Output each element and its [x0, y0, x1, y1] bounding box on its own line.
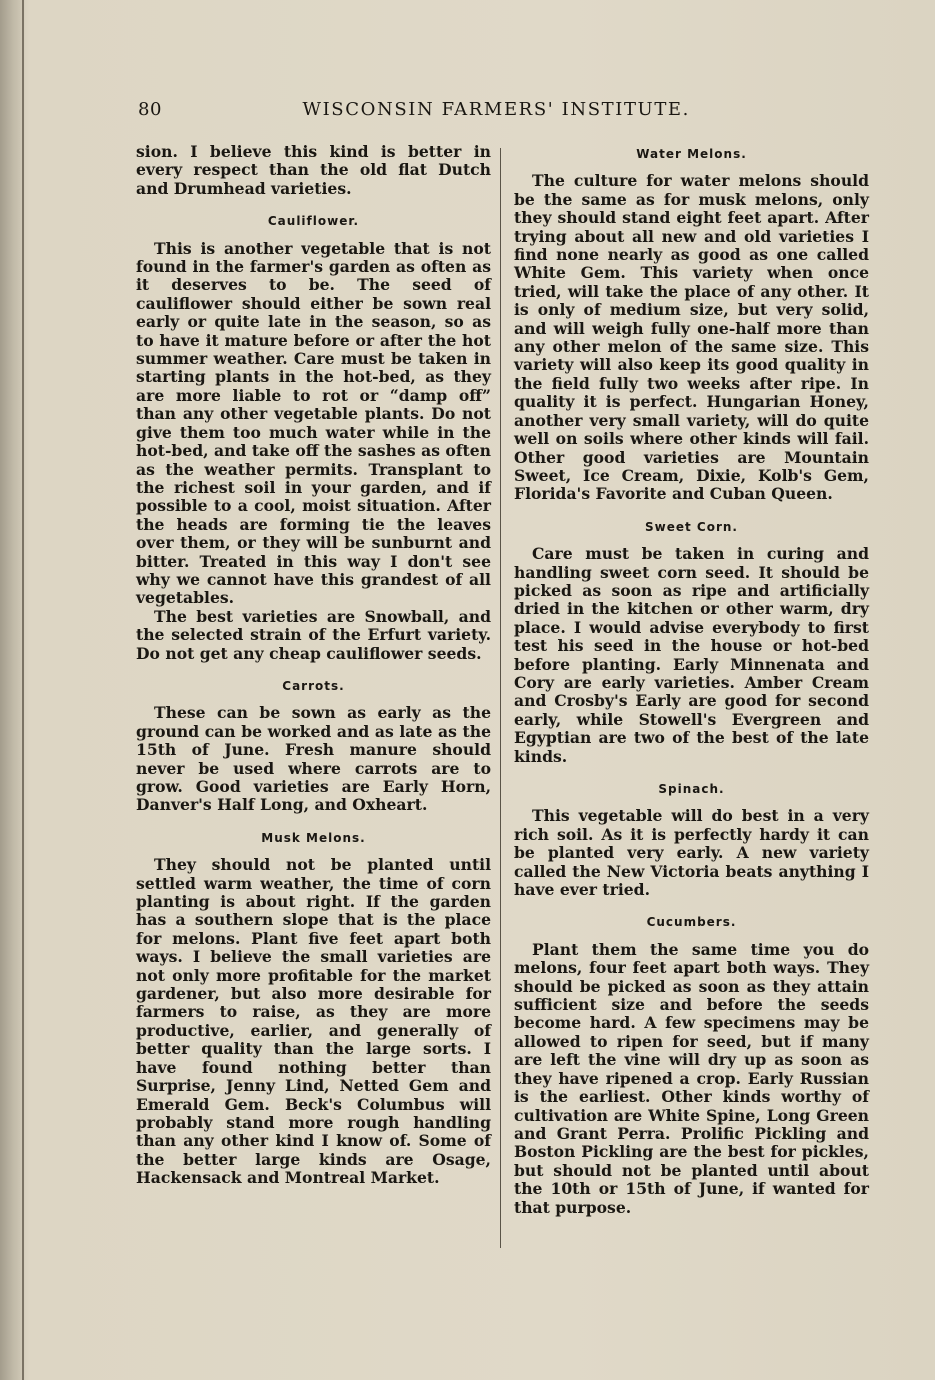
- musk-melons-heading: Musk Melons.: [261, 830, 366, 845]
- right-column: [514, 143, 869, 1217]
- intro-paragraph: sion. I believe this kind is better in every respect than the old flat Dutch and Drumhead varieties.: [136, 142, 491, 198]
- cucumbers-heading: Cucumbers.: [646, 915, 737, 930]
- spinach-heading: Spinach.: [658, 782, 725, 796]
- water-melons-heading: Water Melons.: [636, 147, 747, 161]
- carrots-paragraph: These can be sown as early as the ground can be worked and as late as the 15th of June. Fresh manure should never be used where carrots are to grow. Good varieties are Early Horn, Danver's Half Long, and Oxheart.: [136, 703, 491, 815]
- binding-edge-line: [22, 0, 24, 1380]
- left-column: [136, 143, 491, 1188]
- cauliflower-paragraph-1: This is another vegetable that is not found in the farmer's garden as often as it deserves to be. The seed of cauliflower should either be sown real early or quite late in the season, so as to have it mature before or after the hot summer weather. Care must be taken in starting plants in the hot-bed, as they are more liable to rot or “damp off” than any other vegetable plants. Do not give them too much water while in the hot-bed, and take off the sashes as often as the weather permits. Transplant to the richest soil in your garden, and if possible to a cool, moist situation. After the heads are forming tie the leaves over them, or they will be sunburnt and bitter. Treated in this way I don't see why we cannot have this grandest of all vegetables.: [136, 238, 491, 608]
- page-number: 80: [138, 99, 162, 120]
- running-title: WISCONSIN FARMERS' INSTITUTE.: [302, 99, 690, 120]
- sweet-corn-heading: Sweet Corn.: [645, 519, 738, 534]
- cauliflower-paragraph-2: The best varieties are Snowball, and the selected strain of the Erfurt variety. Do not get any cheap cauliflower seeds.: [136, 606, 491, 663]
- page-header: [138, 99, 690, 127]
- column-divider: [500, 148, 501, 1248]
- musk-melons-paragraph: They should not be planted until settled warm weather, the time of corn planting is about right. If the garden has a southern slope that is the place for melons. Plant five feet apart both ways. I believe the small varieties are not only more profitable for the market gardener, but also more desirable for farmers to raise, as they are more productive, earlier, and generally of better quality than the large sorts. I have found nothing better than Surprise, Jenny Lind, Netted Gem and Emerald Gem. Beck's Columbus will probably stand more rough handling than any other kind I know of. Some of the better large kinds are Osage, Hackensack and Montreal Market.: [136, 855, 491, 1188]
- carrots-heading: Carrots.: [282, 678, 345, 693]
- spinach-paragraph: This vegetable will do best in a very rich soil. As it is perfectly hardy it can be planted very early. A new variety called the New Victoria beats anything I have ever tried.: [514, 806, 869, 900]
- cauliflower-heading: Cauliflower.: [267, 214, 360, 229]
- water-melons-paragraph: The culture for water melons should be the same as for musk melons, only they should stand eight feet apart. After trying about all new and old varieties I find none nearly as good as one called White Gem. This variety when once tried, will take the place of any other. It is only of medium size, but very solid, and will weigh fully one-half more than any other melon of the same size. This variety will also keep its good quality in the field fully two weeks after ripe. In quality it is perfect. Hungarian Honey, another very small variety, will do quite well on soils where other kinds will fail. Other good varieties are Mountain Sweet, Ice Cream, Dixie, Kolb's Gem, Florida's Favorite and Cuban Queen.: [514, 171, 869, 504]
- sweet-corn-paragraph: Care must be taken in curing and handling sweet corn seed. It should be picked as soon as ripe and artificially dried in the kitchen or other warm, dry place. I would advise everybody to first test his seed in the house or hot-bed before planting. Early Minnenata and Cory are early varieties. Amber Cream and Crosby's Early are good for second early, while Stowell's Evergreen and Egyptian are two of the best of the late kinds.: [514, 544, 869, 766]
- cucumbers-paragraph: Plant them the same time you do melons, four feet apart both ways. They should be picked as soon as they attain sufficient size and before the seeds become hard. A few specimens may be allowed to ripen for seed, but if many are left the vine will dry up as soon as they have ripened a crop. Early Russian is the earliest. Other kinds worthy of cultivation are White Spine, Long Green and Grant Perra. Prolific Pickling and Boston Pickling are the best for pickles, but should not be planted until about the 10th or 15th of June, if wanted for that purpose.: [514, 939, 869, 1217]
